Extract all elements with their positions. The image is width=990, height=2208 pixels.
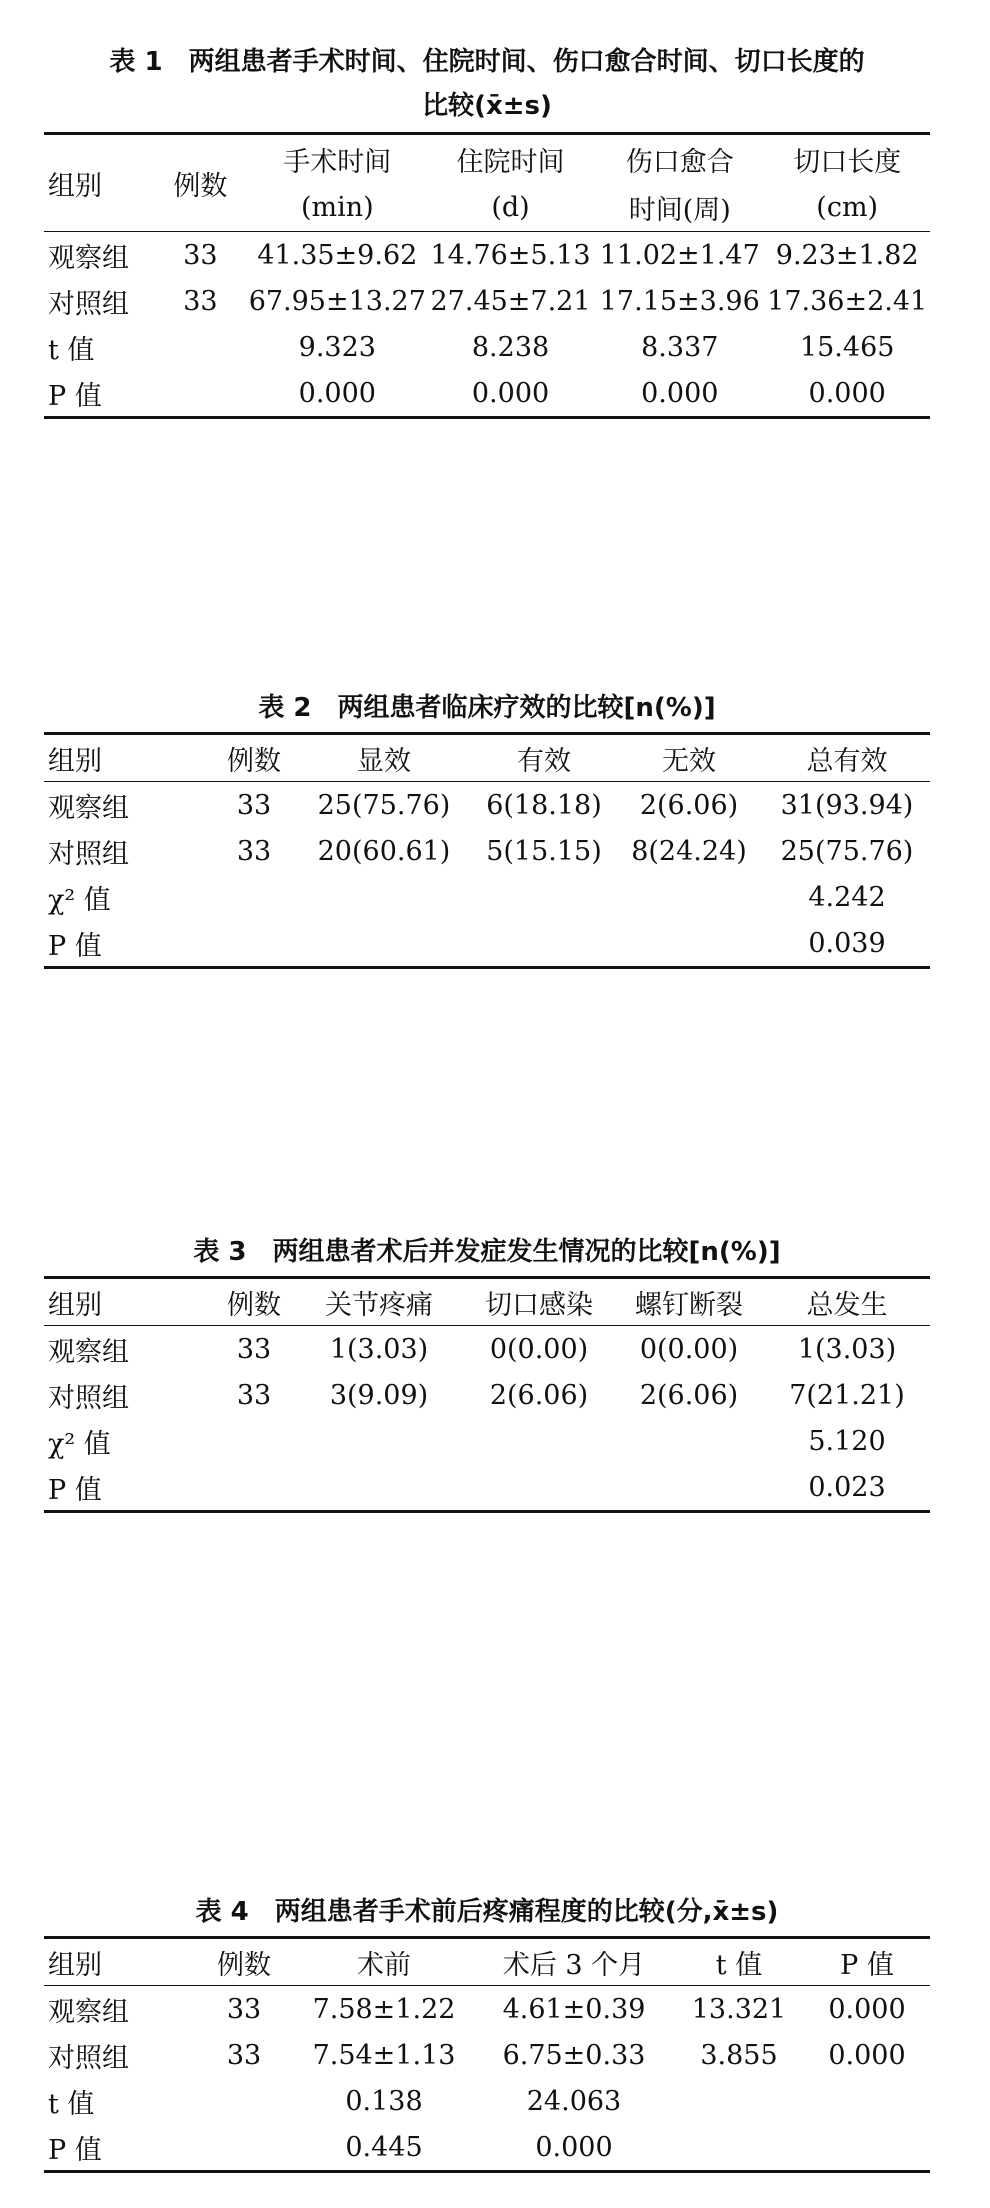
table-cell: 17.36±2.41 — [767, 285, 928, 317]
table-cell: 3.855 — [700, 2039, 778, 2071]
table-row — [44, 828, 930, 874]
table-cell: 7.58±1.22 — [312, 1993, 456, 2025]
table-cell: 33 — [183, 239, 218, 271]
table-4-header: t 值 — [674, 1938, 804, 1986]
table-cell: 2(6.06) — [639, 1379, 739, 1411]
table-cell — [214, 1464, 294, 1512]
table-4-header: 组别 — [44, 1938, 194, 1986]
table-cell: 4.61±0.39 — [502, 1993, 646, 2025]
table-cell: 6.75±0.33 — [502, 2039, 646, 2071]
table-cell: 2(6.06) — [489, 1379, 589, 1411]
table-cell: 0.138 — [345, 2085, 423, 2117]
table-3-header: 关节疼痛 — [294, 1278, 464, 1326]
table-3-header: 组别 — [44, 1278, 214, 1326]
table-2-header: 无效 — [614, 734, 764, 782]
table-1-header: 伤口愈合 — [625, 146, 734, 178]
table-cell — [474, 874, 614, 920]
table-cell: 观察组 — [48, 242, 129, 274]
table-cell — [464, 1418, 614, 1464]
table-cell: 8(24.24) — [631, 835, 747, 867]
table-cell — [674, 2078, 804, 2124]
table-cell: 25(75.76) — [780, 835, 914, 867]
table-cell: 对照组 — [48, 838, 129, 870]
table-cell: t 值 — [48, 334, 95, 366]
table-cell: 0.000 — [641, 377, 719, 409]
table-2-caption: 表 2 两组患者临床疗效的比较[n(%)] — [258, 693, 716, 723]
table-4 — [44, 1936, 930, 2173]
table-row — [44, 370, 930, 418]
table-cell: 33 — [236, 1379, 272, 1411]
table-cell: 33 — [183, 285, 218, 317]
table-cell — [294, 1464, 464, 1512]
table-cell: 11.02±1.47 — [599, 239, 760, 271]
table-cell — [614, 920, 764, 968]
table-cell: 7(21.21) — [789, 1379, 905, 1411]
table-cell: 对照组 — [48, 2042, 129, 2074]
table-cell: 8.238 — [471, 331, 550, 363]
table-cell: 0.000 — [828, 1993, 906, 2025]
table-4-header: 术后 3 个月 — [474, 1938, 674, 1986]
table-cell: 1(3.03) — [797, 1333, 897, 1365]
table-cell: P 值 — [48, 380, 102, 412]
table-cell: 25(75.76) — [317, 789, 451, 821]
table-cell: 9.23±1.82 — [775, 239, 919, 271]
table-row — [44, 278, 930, 324]
table-1-caption-line2: 比较(x̄±s) — [422, 91, 552, 121]
table-2-header: 有效 — [474, 734, 614, 782]
table-cell: 24.063 — [526, 2085, 622, 2117]
table-cell: 8.337 — [641, 331, 719, 363]
table-cell: 观察组 — [48, 792, 129, 824]
table-1-header: 住院时间 — [456, 146, 565, 178]
table-cell: 0.000 — [535, 2131, 613, 2163]
table-cell — [294, 920, 474, 968]
table-cell: 对照组 — [48, 288, 129, 320]
table-cell: 2(6.06) — [639, 789, 739, 821]
table-cell: 9.323 — [298, 331, 376, 363]
table-cell: P 值 — [48, 2134, 102, 2166]
table-cell: 33 — [236, 1333, 272, 1365]
table-3-header: 总发生 — [764, 1278, 930, 1326]
table-cell — [804, 2078, 930, 2124]
table-cell — [674, 2124, 804, 2172]
table-cell — [214, 920, 294, 968]
table-1-block — [44, 40, 930, 419]
table-cell: 0.000 — [298, 377, 376, 409]
table-3-header: 螺钉断裂 — [614, 1278, 764, 1326]
table-cell: 1(3.03) — [329, 1333, 429, 1365]
table-cell: 4.242 — [808, 881, 886, 913]
table-cell: 31(93.94) — [780, 789, 914, 821]
table-cell: 67.95±13.27 — [248, 285, 426, 317]
table-cell: 对照组 — [48, 1382, 129, 1414]
table-1-caption — [44, 40, 930, 128]
table-cell: 0(0.00) — [489, 1333, 589, 1365]
table-cell: χ² 值 — [48, 1428, 111, 1460]
table-row — [44, 1418, 930, 1464]
table-cell: 0.023 — [808, 1471, 886, 1503]
table-row — [44, 920, 930, 968]
table-row — [44, 2078, 930, 2124]
table-row — [44, 324, 930, 370]
table-2 — [44, 732, 930, 969]
table-cell — [194, 2078, 294, 2124]
table-cell: 5(15.15) — [486, 835, 602, 867]
table-1-header: 例数 — [152, 134, 249, 232]
table-3-header: 切口感染 — [464, 1278, 614, 1326]
table-3-block — [44, 1230, 930, 1513]
table-cell — [214, 874, 294, 920]
table-row — [44, 782, 930, 829]
table-cell — [294, 1418, 464, 1464]
table-cell: 0.039 — [808, 927, 886, 959]
table-1-header-unit: (cm) — [764, 183, 930, 232]
table-2-header: 例数 — [214, 734, 294, 782]
table-cell: 0.000 — [471, 377, 550, 409]
table-cell: 33 — [236, 789, 272, 821]
table-cell: 3(9.09) — [329, 1379, 429, 1411]
table-cell: 7.54±1.13 — [312, 2039, 456, 2071]
table-3-caption: 表 3 两组患者术后并发症发生情况的比较[n(%)] — [193, 1237, 781, 1267]
table-1-caption-line1: 表 1 两组患者手术时间、住院时间、伤口愈合时间、切口长度的 — [109, 47, 865, 77]
table-cell — [152, 370, 249, 418]
table-1-header-unit: (min) — [249, 183, 426, 232]
table-cell: 14.76±5.13 — [430, 239, 591, 271]
table-1 — [44, 132, 930, 419]
table-cell: 33 — [226, 2039, 262, 2071]
table-cell — [614, 874, 764, 920]
table-row — [44, 874, 930, 920]
table-4-block — [44, 1890, 930, 2173]
table-cell: 6(18.18) — [486, 789, 602, 821]
table-1-header-unit: (d) — [426, 183, 595, 232]
table-cell — [294, 874, 474, 920]
table-cell: P 值 — [48, 930, 102, 962]
table-1-header: 手术时间 — [283, 146, 392, 178]
table-cell: 15.465 — [799, 331, 895, 363]
table-1-header: 组别 — [44, 134, 152, 232]
table-cell: 0(0.00) — [639, 1333, 739, 1365]
table-cell: 0.000 — [808, 377, 886, 409]
table-cell: 0.445 — [345, 2131, 423, 2163]
table-cell — [152, 324, 249, 370]
table-row — [44, 1326, 930, 1373]
table-4-header: 术前 — [294, 1938, 474, 1986]
table-cell: 观察组 — [48, 1996, 129, 2028]
table-cell — [804, 2124, 930, 2172]
table-cell: 41.35±9.62 — [257, 239, 418, 271]
table-row — [44, 1372, 930, 1418]
table-cell: 0.000 — [828, 2039, 906, 2071]
table-cell: t 值 — [48, 2088, 95, 2120]
table-cell: 17.15±3.96 — [599, 285, 760, 317]
table-2-block — [44, 686, 930, 969]
table-cell: 13.321 — [691, 1993, 787, 2025]
table-cell — [614, 1418, 764, 1464]
table-4-header: P 值 — [804, 1938, 930, 1986]
table-3-header: 例数 — [214, 1278, 294, 1326]
table-cell — [474, 920, 614, 968]
table-2-header: 显效 — [294, 734, 474, 782]
table-cell — [214, 1418, 294, 1464]
table-cell: P 值 — [48, 1474, 102, 1506]
table-cell: 33 — [236, 835, 272, 867]
table-row — [44, 1464, 930, 1512]
table-1-header: 切口长度 — [793, 146, 902, 178]
table-cell: 20(60.61) — [317, 835, 451, 867]
table-row — [44, 2032, 930, 2078]
table-cell — [194, 2124, 294, 2172]
table-cell — [614, 1464, 764, 1512]
table-4-caption: 表 4 两组患者手术前后疼痛程度的比较(分,x̄±s) — [195, 1897, 779, 1927]
table-3 — [44, 1276, 930, 1513]
table-2-header: 总有效 — [764, 734, 930, 782]
table-4-header: 例数 — [194, 1938, 294, 1986]
table-cell: χ² 值 — [48, 884, 111, 916]
table-cell: 27.45±7.21 — [430, 285, 591, 317]
table-cell: 33 — [226, 1993, 262, 2025]
table-cell: 观察组 — [48, 1336, 129, 1368]
table-cell — [464, 1464, 614, 1512]
table-row — [44, 2124, 930, 2172]
table-2-header: 组别 — [44, 734, 214, 782]
table-row — [44, 232, 930, 279]
table-1-header-unit: 时间(周) — [595, 183, 764, 232]
table-cell: 5.120 — [808, 1425, 886, 1457]
table-row — [44, 1986, 930, 2033]
